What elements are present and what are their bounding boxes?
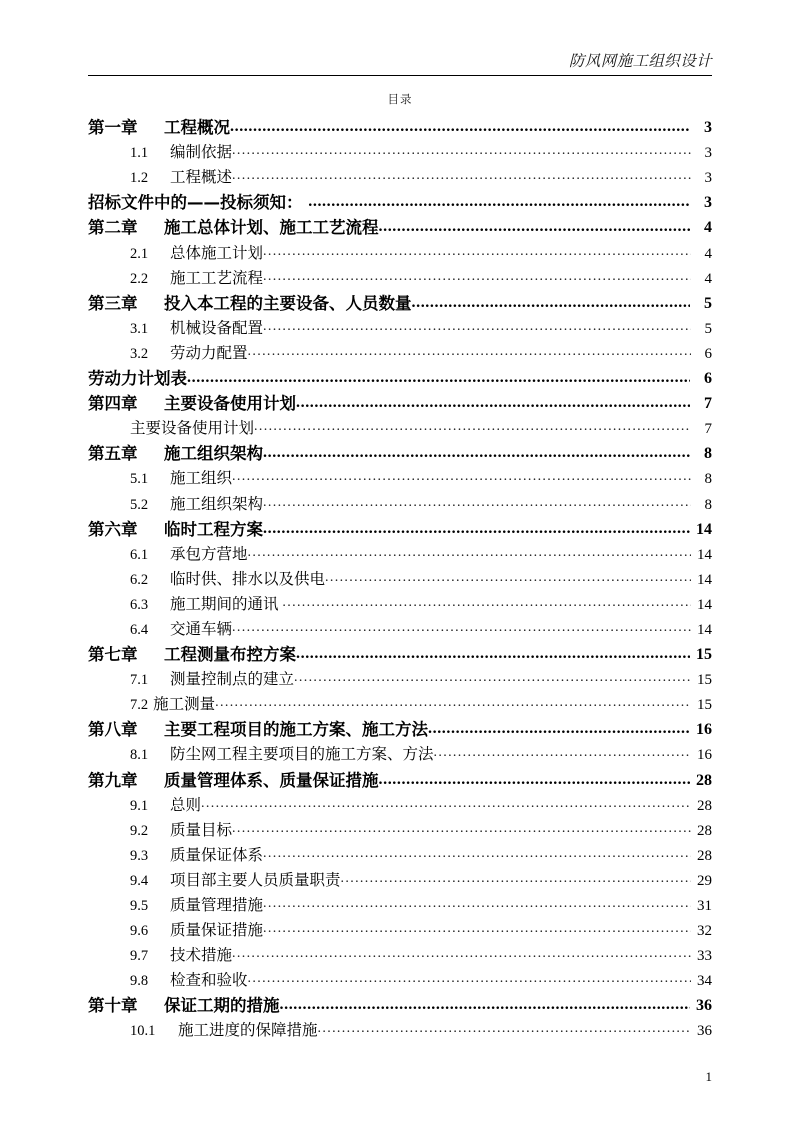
- toc-entry-page-number: 28: [697, 847, 712, 864]
- toc-entry-label: [130, 896, 263, 916]
- toc-dot-leader: [282, 595, 691, 615]
- toc-entry-label: [130, 143, 232, 163]
- toc-entry-number: 9.8: [130, 973, 149, 990]
- toc-entry-number: 9.5: [130, 898, 149, 914]
- toc-dot-leader: [263, 269, 691, 289]
- toc-entry-number: 9.1: [130, 797, 149, 814]
- toc-entry-page-number: 8: [704, 496, 712, 513]
- header-document-title: 防风网施工组织设计: [568, 53, 712, 70]
- toc-entry-number: 第二章: [88, 218, 138, 238]
- toc-entry-number: 6.3: [130, 596, 149, 613]
- toc-dot-leader: [428, 719, 690, 740]
- toc-entry-number: 9.2: [130, 822, 149, 839]
- toc-entry[interactable]: [88, 891, 712, 916]
- toc-entry-number: 6.2: [130, 571, 149, 588]
- toc-entry-label: [130, 319, 263, 339]
- toc-entry-number: 第五章: [88, 444, 138, 464]
- toc-entry-page-number: 28: [696, 771, 712, 789]
- toc-entry[interactable]: [88, 916, 712, 941]
- toc-entry-page-number: 4: [704, 270, 712, 287]
- toc-entry[interactable]: [88, 489, 712, 514]
- toc-entry-title: 临时供、排水以及供电: [170, 570, 326, 588]
- toc-dot-leader: [248, 971, 691, 991]
- toc-entry-title: 施工组织: [170, 470, 233, 488]
- toc-entry-label: [130, 570, 325, 590]
- toc-entry-label: [88, 217, 379, 238]
- toc-entry-label: [130, 971, 248, 991]
- toc-entry-label: [130, 168, 232, 188]
- toc-entry-label: [88, 519, 263, 540]
- toc-entry-page-number: 5: [704, 320, 712, 337]
- toc-entry-label: [130, 269, 263, 289]
- toc-entry-title: 测量控制点的建立: [170, 671, 295, 689]
- toc-entry-page-number: 15: [697, 697, 712, 714]
- toc-entry-title: 主要设备使用计划: [164, 394, 296, 414]
- toc-entry-title: 技术措施: [170, 947, 233, 965]
- toc-entry-number: 5.2: [130, 496, 149, 513]
- toc-entry-label: [130, 469, 232, 489]
- toc-entry-page-number: 15: [696, 646, 712, 664]
- toc-entry-number: 第六章: [88, 519, 138, 539]
- toc-entry[interactable]: [88, 213, 712, 238]
- toc-entry-label: [130, 796, 201, 816]
- toc-entry-title: 编制依据: [170, 144, 233, 162]
- toc-entry-title: 检查和验收: [170, 972, 248, 990]
- toc-entry-title: 机械设备配置: [170, 319, 264, 337]
- toc-entry[interactable]: [88, 138, 712, 163]
- toc-dot-leader: [263, 846, 691, 866]
- toc-entry[interactable]: [88, 816, 712, 841]
- toc-entry-page-number: 4: [704, 245, 712, 262]
- toc-entry-title: 质量保证措施: [170, 922, 264, 940]
- toc-dot-leader: [187, 368, 690, 389]
- toc-entry-label: [88, 393, 296, 414]
- toc-entry-number: 6.4: [130, 621, 149, 638]
- toc-dot-leader: [263, 495, 691, 515]
- toc-entry-title: 防尘网工程主要项目的施工方案、方法: [170, 746, 434, 764]
- toc-entry-number: 10.1: [130, 1023, 156, 1040]
- toc-entry-title: 施工组织架构: [164, 444, 263, 464]
- toc-dot-leader: [294, 670, 691, 690]
- toc-entry-title: 质量管理措施: [170, 897, 264, 914]
- toc-entry-title: 总则: [170, 796, 202, 814]
- toc-dot-leader: [296, 644, 690, 665]
- toc-entry-title: 临时工程方案: [164, 519, 263, 539]
- toc-entry-title: 施工期间的通讯: [170, 595, 283, 613]
- toc-dot-leader: [230, 117, 690, 138]
- toc-entry-title: 劳动力计划表: [88, 369, 187, 389]
- toc-dot-leader: [232, 620, 691, 640]
- toc-dot-leader: [248, 545, 691, 565]
- toc-entry[interactable]: [88, 841, 712, 866]
- toc-entry-page-number: 16: [696, 721, 712, 739]
- toc-entry-title: 项目部主要人员质量职责: [170, 871, 341, 889]
- toc-entry[interactable]: [88, 464, 712, 489]
- toc-dot-leader: [280, 995, 691, 1016]
- toc-entry-page-number: 7: [704, 395, 712, 413]
- toc-entry-label: [88, 443, 263, 464]
- toc-entry-number: 3.2: [130, 345, 149, 362]
- toc-entry-page-number: 3: [704, 170, 712, 187]
- toc-dot-leader: [263, 896, 691, 916]
- toc-dot-leader: [412, 293, 691, 314]
- toc-dot-leader: [232, 821, 691, 841]
- toc-entry[interactable]: [88, 439, 712, 464]
- toc-entry[interactable]: [88, 364, 712, 389]
- toc-dot-leader: [325, 570, 691, 590]
- toc-entry-label: [130, 1021, 318, 1041]
- toc-entry-title: 交通车辆: [170, 620, 233, 638]
- toc-entry-page-number: 28: [697, 822, 712, 839]
- toc-entry-page-number: 4: [704, 219, 712, 237]
- toc-entry[interactable]: [88, 690, 712, 715]
- toc-entry[interactable]: [88, 740, 712, 765]
- toc-dot-leader: [263, 921, 691, 941]
- toc-entry-page-number: 7: [704, 421, 712, 438]
- toc-entry-page-number: 16: [697, 747, 712, 764]
- toc-entry-label: [130, 946, 232, 966]
- toc-entry-number: 第七章: [88, 645, 138, 665]
- toc-entry-page-number: 36: [696, 997, 712, 1015]
- toc-entry-number: 1.1: [130, 145, 149, 162]
- toc-entry-page-number: 8: [704, 471, 712, 488]
- toc-entry-label: [130, 344, 248, 364]
- toc-dot-leader: [263, 319, 691, 339]
- toc-entry-label: [130, 921, 263, 941]
- toc-entry[interactable]: [88, 791, 712, 816]
- toc-entry-label: [88, 368, 187, 389]
- toc-entry[interactable]: [88, 163, 712, 188]
- toc-entry-number: 9.6: [130, 923, 149, 940]
- toc-dot-leader: [379, 770, 691, 791]
- toc-entry-title: 施工测量: [153, 696, 216, 714]
- toc-dot-leader: [263, 244, 691, 264]
- toc-entry-number: 7.2: [130, 697, 149, 714]
- toc-entry[interactable]: [88, 238, 712, 263]
- toc-entry-number: 2.1: [130, 245, 149, 262]
- toc-dot-leader: [318, 1021, 691, 1041]
- toc-entry-number: 9.7: [130, 948, 149, 965]
- toc-entry-number: 第一章: [88, 118, 138, 138]
- toc-dot-leader: [263, 443, 690, 464]
- toc-entry-label: [130, 419, 254, 439]
- toc-entry[interactable]: [88, 540, 712, 565]
- toc-entry-label: [130, 846, 263, 866]
- toc-caption: 目录: [387, 94, 413, 106]
- toc-entry-number: 1.2: [130, 170, 149, 187]
- toc-dot-leader: [232, 469, 691, 489]
- toc-entry[interactable]: [88, 765, 712, 790]
- toc-entry-title: 施工总体计划、施工工艺流程: [164, 218, 379, 238]
- toc-entry-page-number: 28: [697, 797, 712, 814]
- toc-entry[interactable]: [88, 515, 712, 540]
- toc-entry-page-number: 6: [704, 345, 712, 362]
- toc-dot-leader: [232, 143, 691, 163]
- toc-entry-page-number: 29: [697, 872, 712, 889]
- toc-entry-page-number: 8: [704, 445, 712, 463]
- toc-dot-leader: [308, 192, 690, 213]
- toc-entry-number: 第四章: [88, 394, 138, 414]
- toc-entry-title: 劳动力配置: [170, 344, 248, 362]
- toc-entry[interactable]: [88, 565, 712, 590]
- toc-entry[interactable]: [88, 615, 712, 640]
- toc-dot-leader: [215, 695, 691, 715]
- toc-entry-label: [130, 745, 434, 765]
- toc-entry-number: 9.4: [130, 872, 149, 889]
- toc-entry-page-number: 14: [697, 571, 712, 588]
- toc-entry-label: [130, 670, 294, 690]
- toc-entry-page-number: 33: [697, 948, 712, 965]
- toc-entry[interactable]: [88, 941, 712, 966]
- toc-entry[interactable]: [88, 339, 712, 364]
- toc-entry-title: 工程概述: [170, 169, 233, 187]
- toc-entry-title: 质量目标: [170, 821, 233, 839]
- toc-entry-title: 工程测量布控方案: [164, 645, 296, 665]
- toc-entry-label: [88, 644, 296, 665]
- toc-entry-label: [88, 770, 379, 791]
- toc-entry-label: [130, 821, 232, 841]
- toc-dot-leader: [434, 745, 691, 765]
- toc-entry-title: 施工组织架构: [170, 495, 264, 513]
- table-of-contents: [88, 113, 712, 1041]
- toc-entry-page-number: 32: [697, 923, 712, 940]
- toc-dot-leader: [201, 796, 691, 816]
- toc-entry-page-number: 3: [704, 145, 712, 162]
- toc-entry-page-number: 14: [697, 621, 712, 638]
- toc-entry[interactable]: [88, 966, 712, 991]
- toc-entry-title: 主要工程项目的施工方案、施工方法: [164, 720, 428, 740]
- toc-entry-page-number: 14: [697, 546, 712, 563]
- toc-entry-label: [88, 117, 230, 138]
- toc-dot-leader: [379, 217, 691, 238]
- toc-entry-number: 7.1: [130, 672, 149, 689]
- toc-entry-page-number: 14: [696, 520, 712, 538]
- toc-entry-title: 工程概况: [164, 118, 230, 138]
- toc-entry[interactable]: [88, 389, 712, 414]
- toc-entry-label: [130, 595, 282, 615]
- toc-dot-leader: [248, 344, 691, 364]
- toc-entry-label: [88, 293, 412, 314]
- toc-entry-number: 第十章: [88, 996, 138, 1016]
- toc-entry-title: 承包方营地: [170, 545, 248, 563]
- toc-entry[interactable]: [88, 590, 712, 615]
- toc-entry[interactable]: [88, 665, 712, 690]
- toc-entry-page-number: 36: [697, 1023, 712, 1040]
- toc-entry-number: 6.1: [130, 546, 149, 563]
- toc-entry[interactable]: [88, 264, 712, 289]
- toc-entry-title: 投入本工程的主要设备、人员数量: [164, 293, 412, 313]
- toc-entry-title: 施工工艺流程: [170, 269, 264, 287]
- toc-entry[interactable]: [88, 188, 712, 213]
- toc-entry[interactable]: [88, 866, 712, 891]
- toc-entry-title: 保证工期的措施: [164, 996, 280, 1016]
- toc-entry-title: 质量保证体系: [170, 846, 264, 864]
- toc-entry-number: 2.2: [130, 270, 149, 287]
- toc-entry-label: [130, 495, 263, 515]
- toc-entry-page-number: 5: [704, 294, 712, 312]
- toc-entry-page-number: 31: [697, 898, 712, 914]
- toc-dot-leader: [232, 168, 691, 188]
- toc-entry-label: [130, 244, 263, 264]
- toc-entry-number: 第九章: [88, 770, 138, 790]
- toc-entry-page-number: 15: [697, 672, 712, 689]
- toc-entry[interactable]: [88, 1016, 712, 1041]
- toc-entry[interactable]: [88, 113, 712, 138]
- toc-entry-page-number: 34: [697, 973, 712, 990]
- toc-dot-leader: [232, 946, 691, 966]
- toc-dot-leader: [341, 871, 691, 891]
- toc-entry-title: 主要设备使用计划: [130, 420, 255, 438]
- toc-entry-title: 总体施工计划: [170, 244, 264, 262]
- toc-entry-number: 5.1: [130, 471, 149, 488]
- toc-entry-page-number: 3: [704, 119, 712, 137]
- toc-entry-label: [130, 871, 341, 891]
- toc-dot-leader: [254, 419, 691, 439]
- toc-entry-page-number: 14: [697, 596, 712, 613]
- toc-entry-page-number: 6: [704, 370, 712, 388]
- toc-entry-number: 第三章: [88, 293, 138, 313]
- toc-entry[interactable]: [88, 314, 712, 339]
- toc-entry[interactable]: [88, 715, 712, 740]
- toc-entry[interactable]: [88, 640, 712, 665]
- toc-entry-label: [130, 620, 232, 640]
- toc-dot-leader: [263, 519, 690, 540]
- toc-entry-page-number: 3: [704, 194, 712, 212]
- toc-entry-label: [88, 995, 280, 1016]
- toc-entry-number: 8.1: [130, 747, 149, 764]
- toc-dot-leader: [296, 393, 690, 414]
- toc-entry-label: [130, 545, 248, 565]
- running-header: [88, 52, 712, 76]
- toc-entry-title: 施工进度的保障措施: [178, 1022, 318, 1040]
- toc-entry[interactable]: [88, 289, 712, 314]
- toc-entry-label: [88, 719, 428, 740]
- toc-entry-number: 9.3: [130, 847, 149, 864]
- toc-entry-label: [88, 192, 308, 213]
- toc-entry-number: 3.1: [130, 320, 149, 337]
- toc-entry[interactable]: [88, 414, 712, 439]
- toc-entry-title: 招标文件中的——投标须知：: [88, 193, 309, 213]
- toc-entry-number: 第八章: [88, 720, 138, 740]
- toc-entry-title: 质量管理体系、质量保证措施: [164, 770, 379, 790]
- toc-entry[interactable]: [88, 991, 712, 1016]
- toc-entry-label: [130, 695, 215, 715]
- page-number: 1: [705, 1069, 712, 1084]
